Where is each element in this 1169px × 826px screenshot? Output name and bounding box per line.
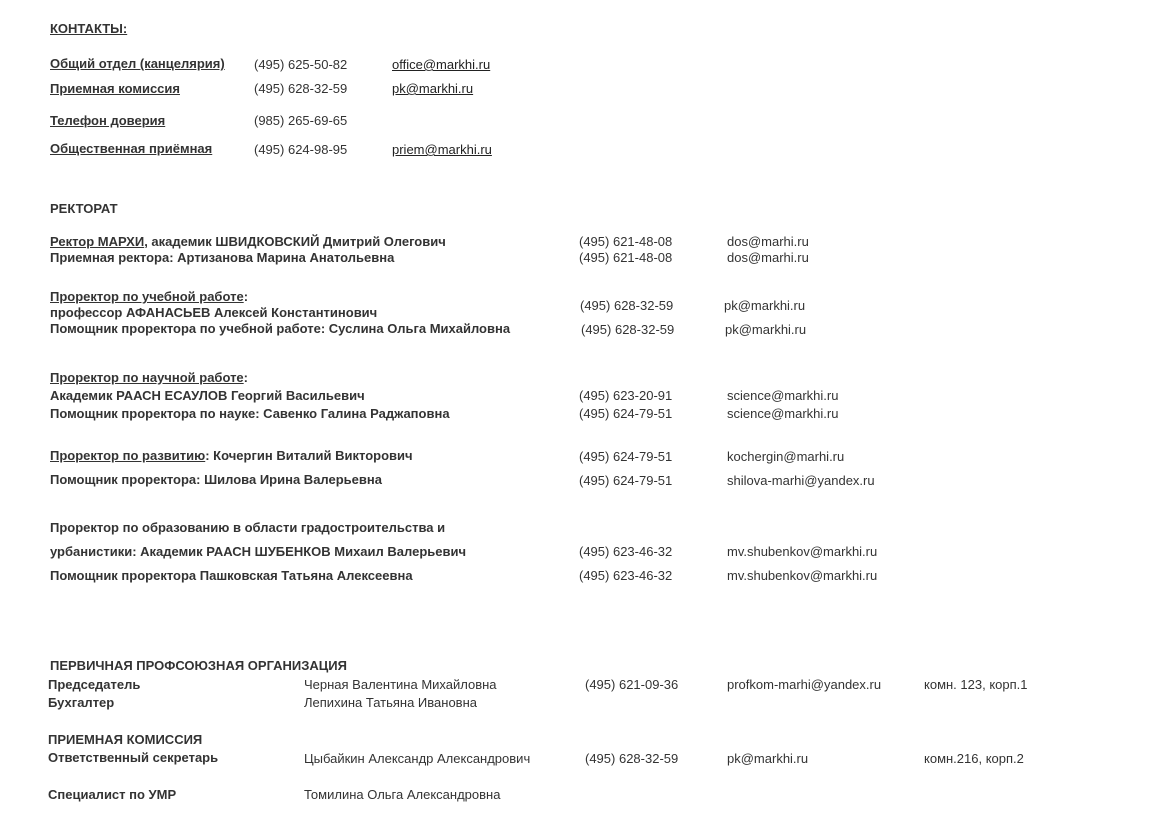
union-chair-email: profkom-marhi@yandex.ru xyxy=(727,677,882,692)
urban-vice-line1: Проректор по образованию в области градостроительства и xyxy=(50,520,446,535)
union-accountant-role: Бухгалтер xyxy=(48,695,115,710)
edu-vice-title-line xyxy=(50,289,248,305)
admissions-specialist-name: Томилина Ольга Александровна xyxy=(304,787,501,802)
admissions-secretary-email: pk@markhi.ru xyxy=(727,751,809,766)
edu-vice-title: Проректор по учебной работе xyxy=(50,289,244,304)
admissions-heading: ПРИЕМНАЯ КОМИССИЯ xyxy=(48,732,203,747)
rector-reception: Приемная ректора: Артизанова Марина Анатольевна xyxy=(50,250,395,265)
urban-vice-email: mv.shubenkov@markhi.ru xyxy=(727,544,878,559)
urban-assistant: Помощник проректора Пашковская Татьяна Алексеевна xyxy=(50,568,413,583)
science-vice-colon: : xyxy=(243,370,249,385)
development-vice-line xyxy=(50,448,413,464)
edu-vice-name: профессор АФАНАСЬЕВ Алексей Константинович xyxy=(50,305,378,320)
contacts-phone-admissions: (495) 628-32-59 xyxy=(254,81,348,96)
development-assistant-email: shilova-marhi@yandex.ru xyxy=(727,473,875,488)
contacts-label-public-reception: Общественная приёмная xyxy=(50,141,213,156)
contacts-email-public-reception-link[interactable]: priem@markhi.ru xyxy=(392,142,492,157)
union-chair-room: комн. 123, корп.1 xyxy=(924,677,1028,692)
rector-reception-email: dos@marhi.ru xyxy=(727,250,809,265)
science-vice-name: Академик РААСН ЕСАУЛОВ Георгий Васильевич xyxy=(50,388,365,403)
edu-vice-colon: : xyxy=(243,289,249,304)
union-chair-name: Черная Валентина Михайловна xyxy=(304,677,497,692)
union-chair-phone: (495) 621-09-36 xyxy=(585,677,679,692)
contacts-phone-office: (495) 625-50-82 xyxy=(254,57,348,72)
rector-name: , академик ШВИДКОВСКИЙ Дмитрий Олегович xyxy=(144,234,446,249)
development-assistant-phone: (495) 624-79-51 xyxy=(579,473,673,488)
urban-assistant-phone: (495) 623-46-32 xyxy=(579,568,673,583)
contacts-label-admissions: Приемная комиссия xyxy=(50,81,180,96)
contacts-heading: КОНТАКТЫ: xyxy=(50,21,128,36)
development-vice-title: Проректор по развитию xyxy=(50,448,206,463)
science-assistant-phone: (495) 624-79-51 xyxy=(579,406,673,421)
rector-line xyxy=(50,234,446,250)
edu-assistant: Помощник проректора по учебной работе: Суслина Ольга Михайловна xyxy=(50,321,511,336)
development-vice-phone: (495) 624-79-51 xyxy=(579,449,673,464)
admissions-secretary-name: Цыбайкин Александр Александрович xyxy=(304,751,531,766)
science-vice-email: science@markhi.ru xyxy=(727,388,839,403)
rector-phone: (495) 621-48-08 xyxy=(579,234,673,249)
contacts-email-admissions-link[interactable]: pk@markhi.ru xyxy=(392,81,474,96)
admissions-secretary-room: комн.216, корп.2 xyxy=(924,751,1024,766)
development-vice-name: : Кочергин Виталий Викторович xyxy=(205,448,413,463)
admissions-secretary-role: Ответственный секретарь xyxy=(48,750,219,765)
science-assistant: Помощник проректора по науке: Савенко Галина Раджаповна xyxy=(50,406,450,421)
rectorate-heading: РЕКТОРАТ xyxy=(50,201,118,216)
admissions-specialist-role: Специалист по УМР xyxy=(48,787,177,802)
union-heading: ПЕРВИЧНАЯ ПРОФСОЮЗНАЯ ОРГАНИЗАЦИЯ xyxy=(50,658,347,673)
urban-vice-phone: (495) 623-46-32 xyxy=(579,544,673,559)
union-chair-role: Председатель xyxy=(48,677,141,692)
edu-vice-email: pk@markhi.ru xyxy=(724,298,806,313)
urban-vice-line2: урбанистики: Академик РААСН ШУБЕНКОВ Михаил Валерьевич xyxy=(50,544,467,559)
admissions-secretary-phone: (495) 628-32-59 xyxy=(585,751,679,766)
edu-assistant-email: pk@markhi.ru xyxy=(725,322,807,337)
contacts-phone-hotline: (985) 265-69-65 xyxy=(254,113,348,128)
rector-title: Ректор МАРХИ xyxy=(50,234,145,249)
science-vice-title: Проректор по научной работе xyxy=(50,370,244,385)
contacts-phone-public-reception: (495) 624-98-95 xyxy=(254,142,348,157)
union-accountant-name: Лепихина Татьяна Ивановна xyxy=(304,695,477,710)
development-assistant: Помощник проректора: Шилова Ирина Валерьевна xyxy=(50,472,382,487)
science-assistant-email: science@markhi.ru xyxy=(727,406,839,421)
science-vice-title-line xyxy=(50,370,248,386)
edu-vice-phone: (495) 628-32-59 xyxy=(580,298,674,313)
science-vice-phone: (495) 623-20-91 xyxy=(579,388,673,403)
development-vice-email: kochergin@marhi.ru xyxy=(727,449,845,464)
rector-reception-phone: (495) 621-48-08 xyxy=(579,250,673,265)
contacts-label-hotline: Телефон доверия xyxy=(50,113,166,128)
urban-assistant-email: mv.shubenkov@markhi.ru xyxy=(727,568,878,583)
contacts-email-office-link[interactable]: office@markhi.ru xyxy=(392,57,491,72)
edu-assistant-phone: (495) 628-32-59 xyxy=(581,322,675,337)
contacts-label-office: Общий отдел (канцелярия) xyxy=(50,56,225,71)
rector-email: dos@marhi.ru xyxy=(727,234,809,249)
